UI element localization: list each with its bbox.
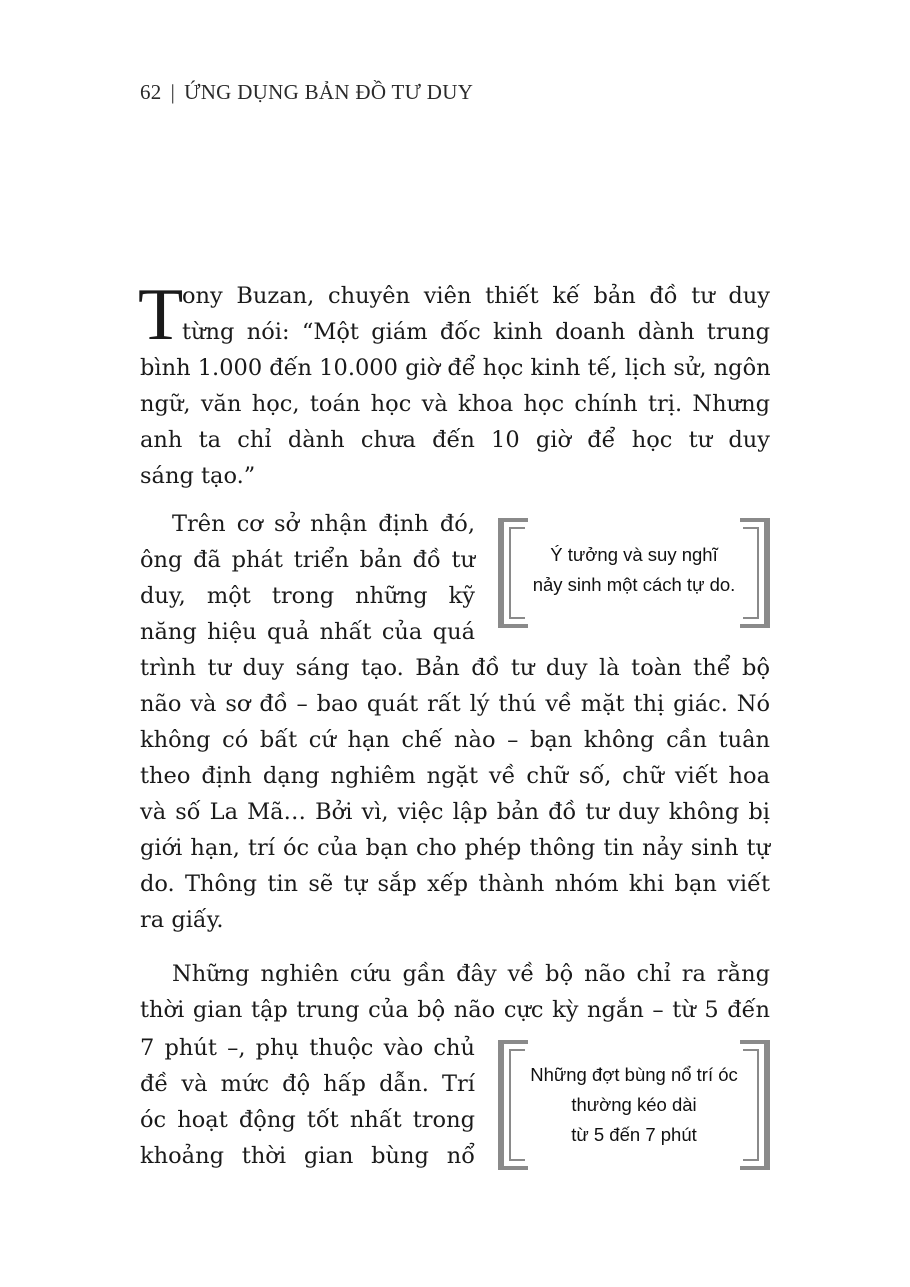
paragraph-line: ông đã phát triển bản đồ tư — [140, 547, 475, 573]
paragraph-2-narrow — [140, 506, 475, 650]
paragraph-line: do. Thông tin sẽ tự sắp xếp thành nhóm khi bạn viết — [140, 871, 770, 897]
pull-quote-text — [498, 540, 770, 600]
pull-quote-line: nảy sinh một cách tự do. — [532, 574, 736, 595]
page-number: 62 — [140, 80, 162, 104]
header-separator: | — [170, 80, 176, 104]
pull-quote-line: từ 5 đến 7 phút — [571, 1124, 697, 1145]
paragraph-line: từng nói: “Một giám đốc kinh doanh dành trung — [182, 319, 770, 345]
paragraph-line: anh ta chỉ dành chưa đến 10 giờ để học tư duy — [140, 427, 770, 453]
paragraph-line: Những nghiên cứu gần đây về bộ não chỉ ra rằng — [172, 961, 770, 987]
paragraph-line: ony Buzan, chuyên viên thiết kế bản đồ tư duy — [182, 283, 770, 309]
paragraph-line: năng hiệu quả nhất của quá — [140, 619, 475, 645]
paragraph-line: bình 1.000 đến 10.000 giờ để học kinh tế, lịch sử, ngôn — [140, 355, 771, 381]
paragraph-line: ra giấy. — [140, 907, 224, 933]
paragraph-line: ngữ, văn học, toán học và khoa học chính trị. Nhưng — [140, 391, 770, 417]
pull-quote-line: thường kéo dài — [571, 1094, 697, 1115]
paragraph-line: đề và mức độ hấp dẫn. Trí — [140, 1071, 475, 1097]
paragraph-line: Trên cơ sở nhận định đó, — [172, 511, 475, 537]
paragraph-3-narrow — [140, 1030, 475, 1174]
paragraph-line: theo định dạng nghiêm ngặt về chữ số, chữ viết hoa — [140, 763, 770, 789]
paragraph-line: 7 phút –, phụ thuộc vào chủ — [140, 1035, 475, 1061]
drop-cap: T — [138, 274, 184, 356]
paragraph-line: và số La Mã… Bởi vì, việc lập bản đồ tư duy không bị — [140, 799, 770, 825]
running-header — [140, 80, 473, 105]
paragraph-2 — [140, 650, 770, 938]
pull-quote-line: Ý tưởng và suy nghĩ — [550, 544, 718, 565]
pull-quote-line: Những đợt bùng nổ trí óc — [530, 1064, 738, 1085]
paragraph-line: não và sơ đồ – bao quát rất lý thú về mặt thị giác. Nó — [140, 691, 770, 717]
paragraph-line: óc hoạt động tốt nhất trong — [140, 1107, 475, 1133]
paragraph-line: thời gian tập trung của bộ não cực kỳ ngắn – từ 5 đến — [140, 997, 770, 1023]
paragraph-line: duy, một trong những kỹ — [140, 583, 475, 609]
paragraph-line: trình tư duy sáng tạo. Bản đồ tư duy là toàn thể bộ — [140, 655, 770, 681]
paragraph-3 — [140, 956, 770, 1028]
paragraph-line: sáng tạo.” — [140, 463, 256, 489]
paragraph-line: giới hạn, trí óc của bạn cho phép thông tin nảy sinh tự — [140, 835, 770, 861]
pull-quote-text — [498, 1060, 770, 1150]
paragraph-line: không có bất cứ hạn chế nào – bạn không cần tuân — [140, 727, 770, 753]
paragraph-line: khoảng thời gian bùng nổ — [140, 1143, 475, 1169]
paragraph-1 — [138, 274, 771, 494]
pull-quote-1 — [498, 518, 770, 628]
pull-quote-2 — [498, 1040, 770, 1170]
book-title: ỨNG DỤNG BẢN ĐỒ TƯ DUY — [184, 80, 474, 104]
